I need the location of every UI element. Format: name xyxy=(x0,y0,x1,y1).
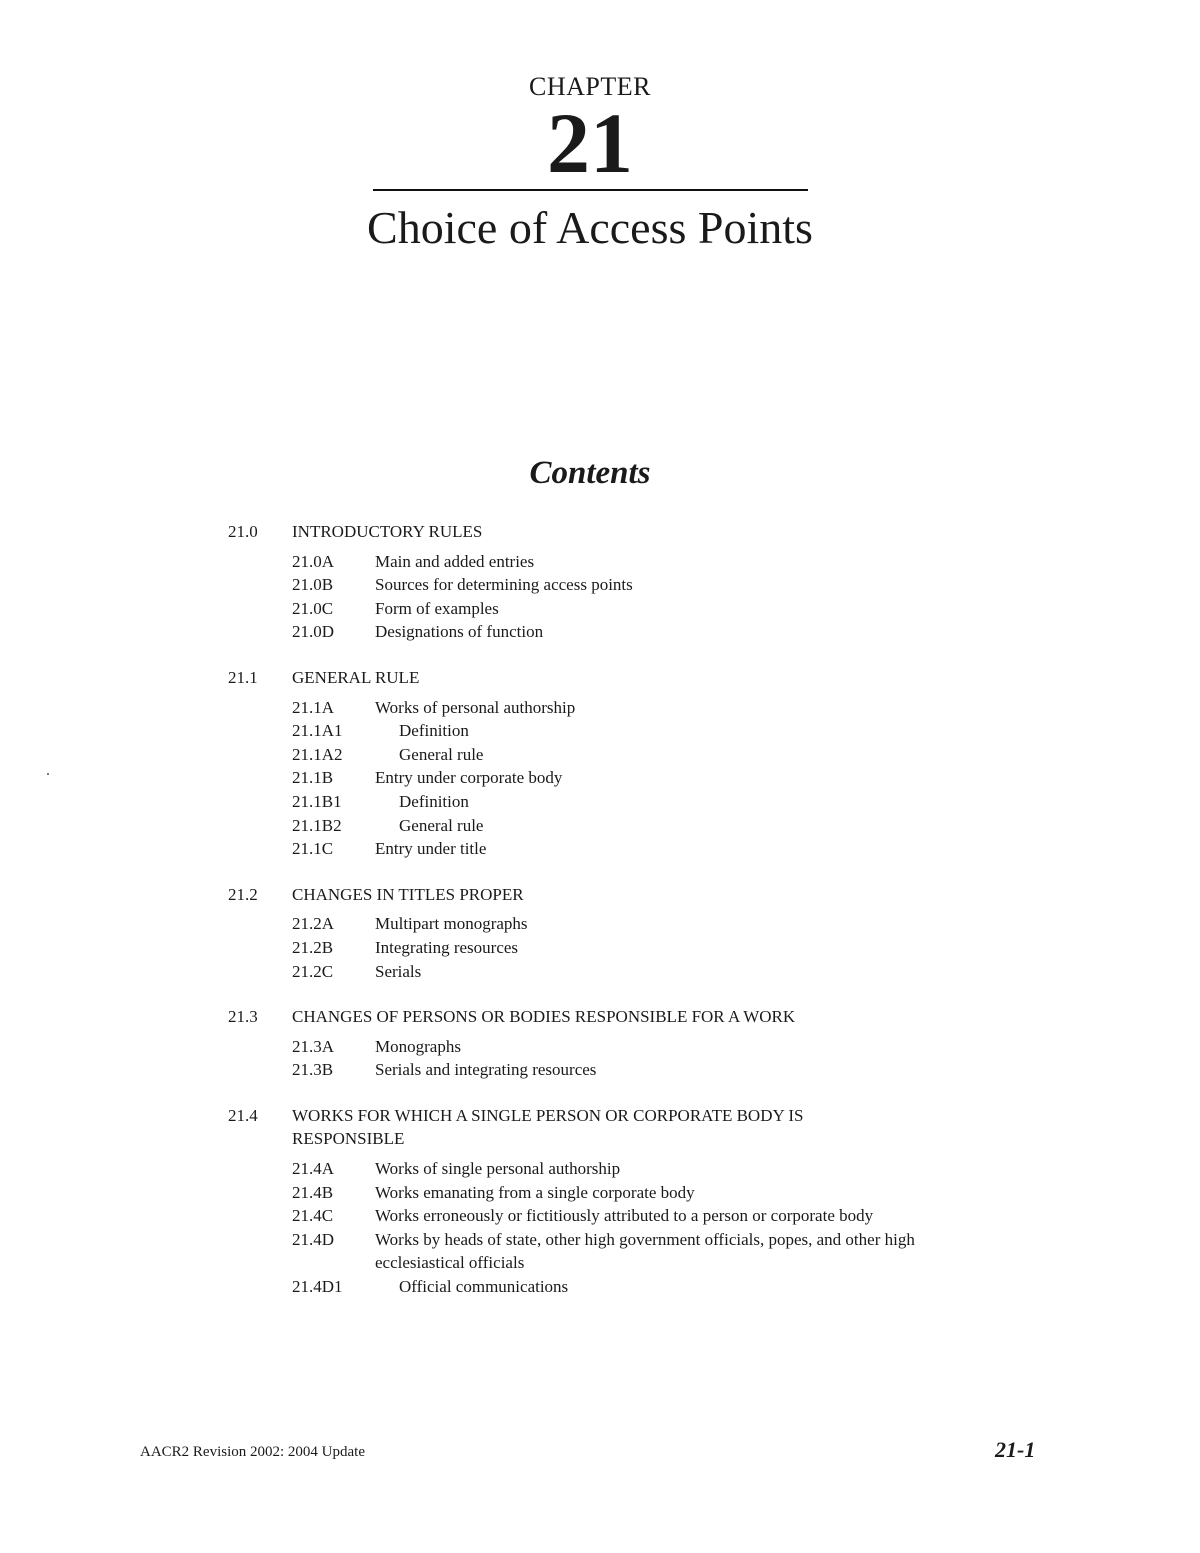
toc-subentry xyxy=(292,814,988,838)
rule-number: 21.2C xyxy=(292,961,334,981)
rule-title: Definition xyxy=(399,791,469,811)
rule-title: Form of examples xyxy=(375,598,499,618)
toc-section xyxy=(228,520,988,644)
rule-number: 21.0D xyxy=(292,622,335,642)
section-title: CHANGES OF PERSONS OR BODIES RESPONSIBLE FOR A WORK xyxy=(292,1007,796,1027)
rule-title: Monographs xyxy=(375,1036,461,1056)
toc-subentry xyxy=(292,719,988,743)
rule-number: 21.1B1 xyxy=(292,791,342,811)
rule-number: 21.2B xyxy=(292,937,334,957)
rule-number: 21.0A xyxy=(292,551,335,571)
contents-heading: Contents xyxy=(529,455,651,491)
toc-subentry xyxy=(292,790,988,814)
rule-title: Official communications xyxy=(399,1277,569,1297)
rule-number: 21.1B2 xyxy=(292,815,342,835)
rule-title: Works of personal authorship xyxy=(375,697,576,717)
rule-number: 21.1B xyxy=(292,768,334,788)
section-number: 21.1 xyxy=(228,667,258,687)
scan-speck xyxy=(47,773,49,775)
rule-number: 21.4D xyxy=(292,1229,335,1249)
toc-entry xyxy=(292,936,988,960)
section-number: 21.0 xyxy=(228,522,258,541)
section-title: WORKS FOR WHICH A SINGLE PERSON OR CORPORATE BODY IS RESPONSIBLE xyxy=(292,1105,804,1149)
rule-title: Serials xyxy=(375,961,422,981)
rule-number: 21.2A xyxy=(292,914,335,934)
rule-title: Entry under title xyxy=(375,839,487,859)
toc-entry xyxy=(292,1181,988,1205)
toc-entry xyxy=(292,550,988,574)
rule-title: Definition xyxy=(399,721,469,741)
toc-section-heading xyxy=(228,1104,988,1151)
toc-entry xyxy=(292,766,988,790)
toc-entry xyxy=(292,1228,988,1275)
chapter-number: 21 xyxy=(547,95,633,191)
section-number: 21.2 xyxy=(228,884,258,904)
toc-entry xyxy=(292,837,988,861)
footer-edition: AACR2 Revision 2002: 2004 Update xyxy=(140,1444,365,1460)
rule-number: 21.4D1 xyxy=(292,1277,343,1297)
toc-section xyxy=(228,1005,988,1082)
rule-number: 21.3A xyxy=(292,1036,335,1056)
rule-title: Sources for determining access points xyxy=(375,575,633,595)
toc-entry xyxy=(292,620,988,644)
toc-section-heading xyxy=(228,520,988,544)
chapter-title: Choice of Access Points xyxy=(367,202,813,253)
rule-number: 21.1A1 xyxy=(292,721,343,741)
toc-entry xyxy=(292,696,988,720)
rule-title: Main and added entries xyxy=(375,551,535,571)
rule-title: Integrating resources xyxy=(375,937,519,957)
rule-title: Works erroneously or fictitiously attributed to a person or corporate body xyxy=(375,1206,874,1226)
toc-section xyxy=(228,1104,988,1299)
rule-title: Designations of function xyxy=(375,622,544,642)
rule-number: 21.1A2 xyxy=(292,744,343,764)
chapter-label: CHAPTER xyxy=(529,72,651,101)
rule-number: 21.3B xyxy=(292,1060,334,1080)
toc-entry xyxy=(292,960,988,984)
section-number: 21.4 xyxy=(228,1105,258,1125)
rule-title: Works of single personal authorship xyxy=(375,1159,621,1179)
toc-section xyxy=(228,666,988,861)
toc-entry xyxy=(292,912,988,936)
toc-subentry xyxy=(292,743,988,767)
rule-number: 21.4B xyxy=(292,1182,334,1202)
section-title: CHANGES IN TITLES PROPER xyxy=(292,884,524,904)
page-number: 21-1 xyxy=(995,1437,1036,1462)
toc-section xyxy=(228,883,988,983)
section-title: GENERAL RULE xyxy=(292,667,420,687)
rule-title: Multipart monographs xyxy=(375,914,528,934)
toc-entry xyxy=(292,1204,988,1228)
toc-entry xyxy=(292,1157,988,1181)
table-of-contents xyxy=(228,520,988,1321)
rule-number: 21.1C xyxy=(292,839,334,859)
rule-number: 21.0C xyxy=(292,598,334,618)
rule-number: 21.4A xyxy=(292,1159,335,1179)
toc-entry xyxy=(292,597,988,621)
chapter-divider xyxy=(373,189,808,191)
rule-title: General rule xyxy=(399,815,484,835)
rule-number: 21.4C xyxy=(292,1206,334,1226)
toc-section-heading xyxy=(228,883,988,907)
rule-number: 21.1A xyxy=(292,697,335,717)
section-title: INTRODUCTORY RULES xyxy=(292,522,483,541)
rule-title: General rule xyxy=(399,744,484,764)
rule-title: Entry under corporate body xyxy=(375,768,563,788)
section-number: 21.3 xyxy=(228,1007,258,1027)
toc-entry xyxy=(292,1058,988,1082)
rule-title: Serials and integrating resources xyxy=(375,1060,597,1080)
rule-title: Works by heads of state, other high government officials, popes, and other high ecclesiastical officials xyxy=(375,1229,915,1273)
rule-title: Works emanating from a single corporate body xyxy=(375,1182,695,1202)
rule-number: 21.0B xyxy=(292,575,334,595)
toc-entry xyxy=(292,573,988,597)
toc-section-heading xyxy=(228,666,988,690)
toc-entry xyxy=(292,1035,988,1059)
toc-subentry xyxy=(292,1275,988,1299)
toc-section-heading xyxy=(228,1005,988,1029)
